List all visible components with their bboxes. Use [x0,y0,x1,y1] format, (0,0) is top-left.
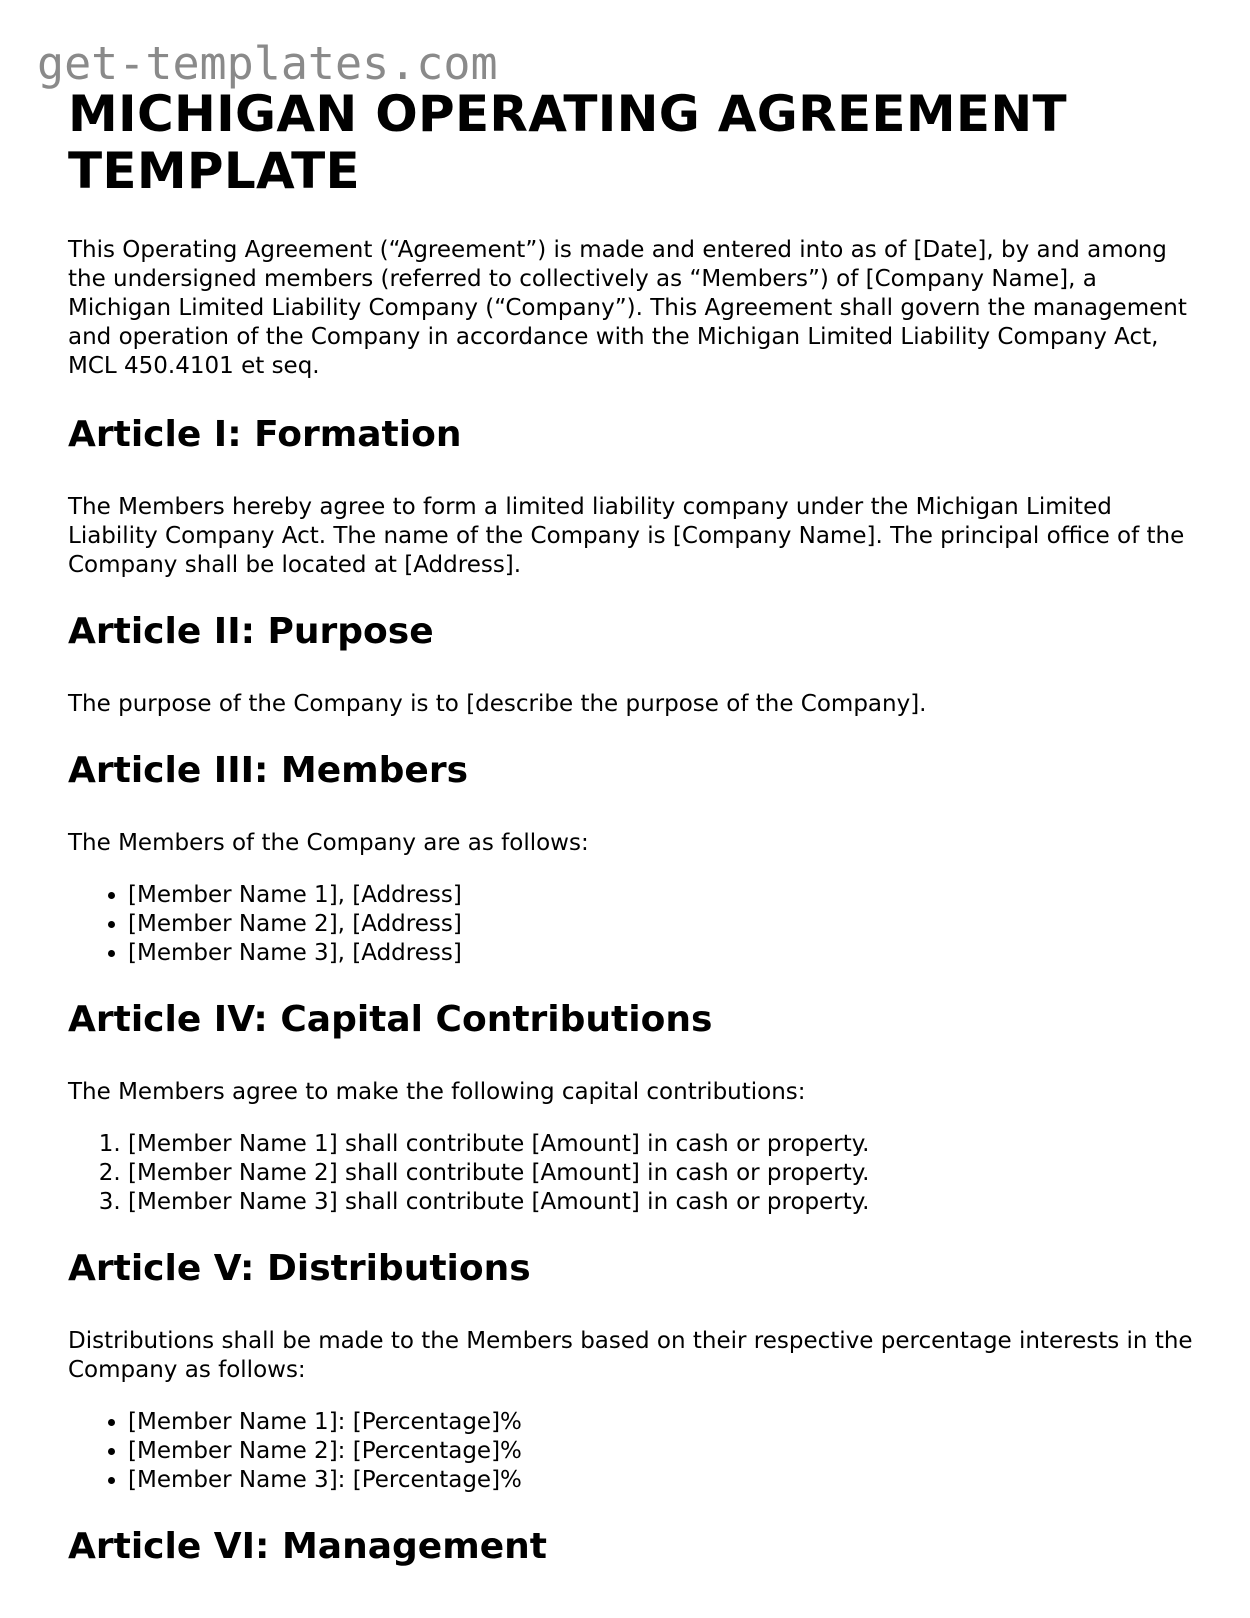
article-6-management [68,1525,1193,1569]
list-item: 2. [Member Name 2] shall contribute [Amount] in cash or property. [128,1159,1193,1188]
article-heading: Article I: Formation [68,414,462,455]
article-heading: Article V: Distributions [68,1248,531,1289]
article-text: The Members hereby agree to form a limited liability company under the Michigan Limited Liability Company Act. The name of the Company is [Company Name]. The principal office of the Company shall be located at [Address]. [68,494,1185,578]
list-item: 3. [Member Name 3] shall contribute [Amount] in cash or property. [128,1188,1193,1217]
list-item: • [Member Name 2], [Address] [128,910,1193,939]
watermark-text: get-templates.com [37,37,498,90]
list-item: • [Member Name 3], [Address] [128,939,1193,968]
distributions-list [68,1408,1193,1495]
list-item: • [Member Name 1]: [Percentage]% [128,1408,1193,1437]
article-5-distributions [68,1247,1193,1495]
contributions-list [68,1130,1193,1217]
intro-paragraph: This Operating Agreement (“Agreement”) is made and entered into as of [Date], by and among the undersigned members (referred to collectively as “Members”) of [Company Name], a Michigan Limited Liability Company (“Company”). This Agreement shall govern the management and operation of the Company in accordance with the Michigan Limited Liability Company Act, MCL 450.4101 et seq. [68,237,1187,379]
members-list [68,881,1193,968]
article-heading: Article II: Purpose [68,611,434,652]
document-title: MICHIGAN OPERATING AGREEMENT TEMPLATE [68,85,1067,200]
list-item: 1. [Member Name 1] shall contribute [Amount] in cash or property. [128,1130,1193,1159]
list-item: • [Member Name 2]: [Percentage]% [128,1437,1193,1466]
article-heading: Article III: Members [68,750,469,791]
document-body [68,86,1193,1569]
article-text: The Members of the Company are as follows: [68,830,589,856]
list-item: • [Member Name 1], [Address] [128,881,1193,910]
article-1-formation [68,413,1193,580]
article-heading: Article IV: Capital Contributions [68,999,713,1040]
article-heading: Article VI: Management [68,1526,547,1567]
article-3-members [68,749,1193,968]
article-4-capital-contributions [68,998,1193,1217]
article-text: The Members agree to make the following capital contributions: [68,1079,806,1105]
article-text: Distributions shall be made to the Members based on their respective percentage interests in the Company as follows: [68,1328,1193,1383]
article-2-purpose [68,610,1193,719]
article-text: The purpose of the Company is to [describe the purpose of the Company]. [68,691,927,717]
list-item: • [Member Name 3]: [Percentage]% [128,1466,1193,1495]
